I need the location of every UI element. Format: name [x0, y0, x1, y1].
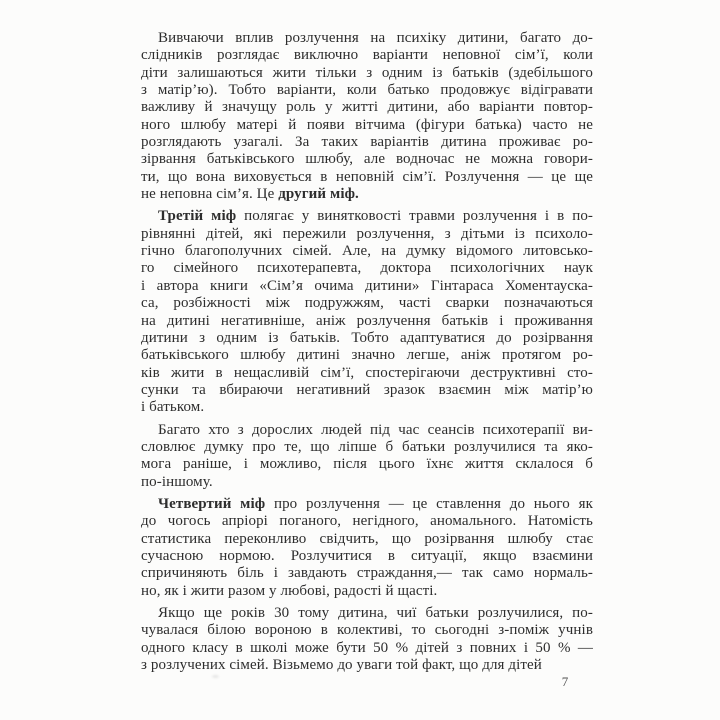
text-line: чувалася білою вороною в колективі, то сьогодні з-поміж учнів — [141, 622, 593, 639]
text-line: до чогось апріорі поганого, негідного, аномального. Натомість — [141, 513, 593, 530]
text-line: по-іншому. — [141, 473, 213, 490]
page-number: 7 — [561, 674, 569, 689]
text-line: са, розбіжності між подружжям, часті сварки позначаються — [141, 295, 593, 312]
paragraph — [141, 30, 593, 203]
text-line: Третій міф полягає у винятковості травми розлучення і в по- — [158, 208, 593, 225]
text-line: слідників розглядає виключно варіанти неповної сім’ї, коли — [141, 47, 593, 64]
text-line: одного класу в школі може бути 50 % дітей з повних і 50 % — — [141, 639, 593, 656]
text-line: сунки та вбираючи негативний зразок взаємин між матір’ю — [141, 381, 593, 398]
text-line: ного шлюбу матері й появи вітчима (фігури батька) часто не — [141, 116, 593, 133]
text-line: гічно благополучних сімей. Але, на думку відомого литовсько- — [141, 243, 593, 260]
text-line: діти залишаються жити тільки з одним із батьків (здебільшого — [141, 64, 593, 81]
text-line: Вивчаючи вплив розлучення на психіку дитини, багато до- — [158, 30, 593, 46]
text-line: Четвертий міф про розлучення — це ставлення до нього як — [158, 495, 593, 512]
text-line: з матір’ю). Тобто варіанти, коли батько продовжує відігравати — [141, 82, 593, 99]
text-line: мога раніше, і можливо, після цього їхнє життя склалося б — [141, 456, 593, 473]
text-line: зірвання батьківського шлюбу, але водночас не можна говори- — [141, 151, 593, 168]
text-line: дитини з одним із батьків. Тобто адаптуватися до розірвання — [141, 329, 593, 346]
text-line: і автора книги «Сім’я очима дитини» Гінтараса Хоментауска- — [141, 277, 593, 294]
paragraph — [141, 208, 593, 416]
text-line: статистика переконливо свідчить, що розірвання шлюбу стає — [141, 530, 593, 547]
text-line: Багато хто з дорослих людей під час сеансів психотерапії ви- — [158, 421, 593, 438]
paragraph — [141, 422, 593, 491]
text-line: спричиняють біль і завдають страждання,— так само нормаль- — [141, 565, 593, 582]
text-line: ти, що вона виховується в неповній сім’ї. Розлучення — це ще — [141, 168, 593, 185]
paragraph — [141, 496, 593, 600]
text-line: батьківського шлюбу дитині значно легше, аніж протягом ро- — [141, 347, 593, 364]
text-line: не неповна сім’я. Це другий міф. — [141, 186, 359, 203]
text-line: з розлучених сімей. Візьмемо до уваги той факт, що для дітей — [141, 657, 542, 674]
text-block — [141, 30, 593, 674]
scan-artifact — [212, 675, 219, 678]
text-line: на дитині негативніше, аніж розлучення батьків і проживання — [141, 312, 593, 329]
text-line: рівнянні дітей, які пережили розлучення, з дітьми із психоло- — [141, 225, 593, 242]
text-line: го сімейного психотерапевта, доктора психологічних наук — [141, 260, 593, 277]
text-line: ків жити в нещасливій сім’ї, спостерігаючи деструктивні сто- — [141, 364, 593, 381]
text-line: і батьком. — [141, 399, 205, 416]
paragraph — [141, 605, 593, 674]
text-line: но, як і жити разом у любові, радості й щасті. — [141, 582, 438, 599]
text-line: сучасною нормою. Розлучитися в ситуації, якщо взаємини — [141, 547, 593, 564]
text-line: важливу й значущу роль у житті дитини, або варіанти повтор- — [141, 99, 593, 116]
text-line: розглядають узагалі. За таких варіантів дитина проживає ро- — [141, 134, 593, 151]
text-line: Якщо ще років 30 тому дитина, чиї батьки розлучилися, по- — [158, 605, 593, 621]
text-line: словлює думку про те, що ліпше б батьки розлучилися та яко- — [141, 438, 593, 455]
